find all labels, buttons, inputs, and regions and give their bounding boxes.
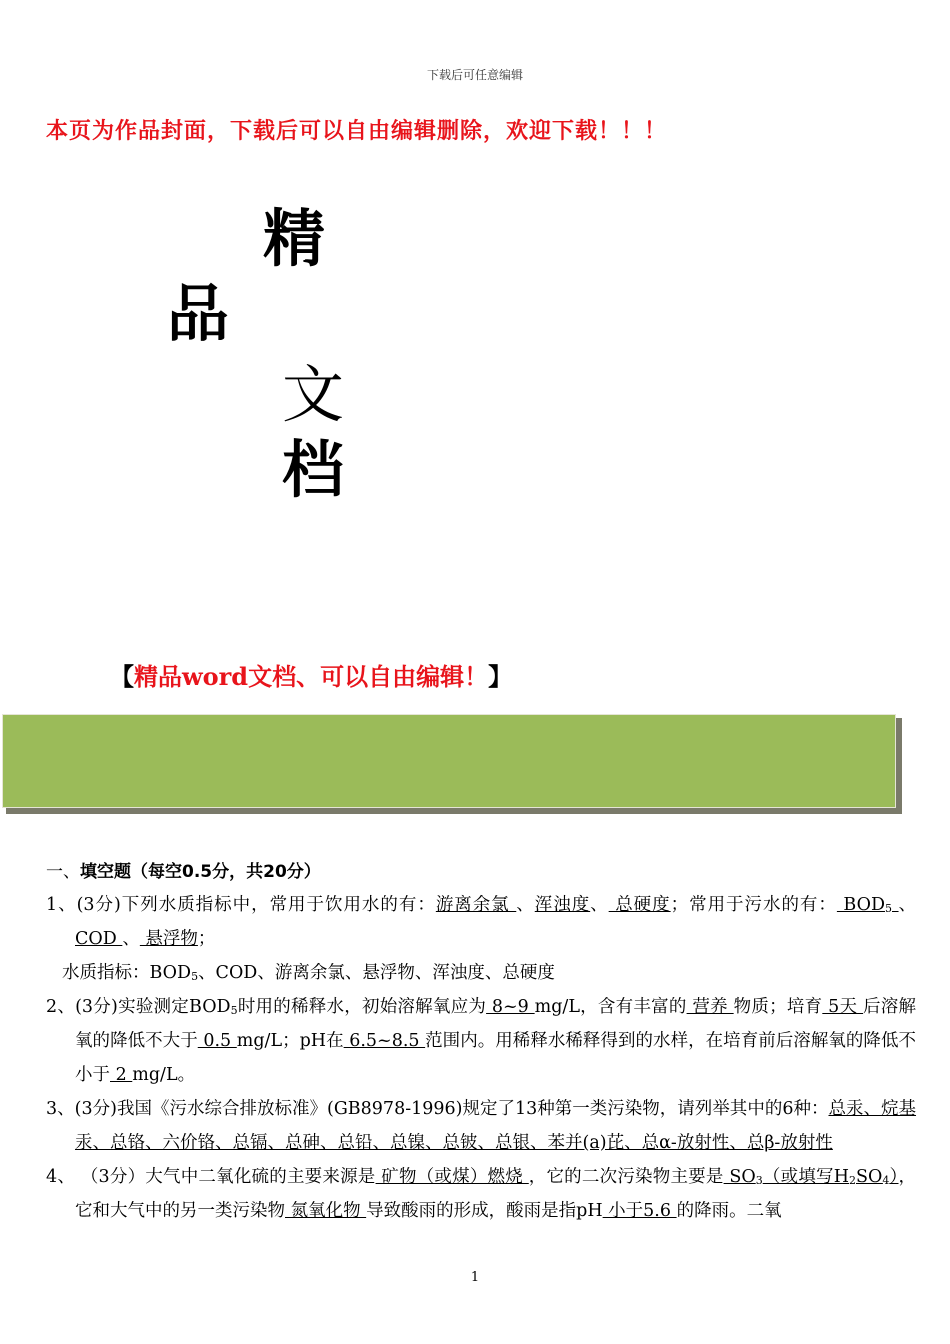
question-1 [46, 888, 916, 956]
q1-answer [837, 895, 899, 915]
green-band [2, 714, 896, 808]
big-char-jing: 精 [263, 202, 326, 275]
big-char-wen: 文 [282, 358, 345, 431]
q1-answer: COD [75, 929, 123, 949]
q2-text: 后溶解氧的降低不大于 [75, 997, 916, 1051]
question-4 [46, 1160, 916, 1228]
q4-answer: 矿物（或煤）燃烧 [375, 1167, 529, 1187]
q4-answer-sub: 2 [849, 1174, 856, 1187]
question-3 [46, 1092, 916, 1160]
q2-answer: 6.5~8.5 [343, 1031, 426, 1051]
q2-answer: 2 [110, 1065, 133, 1085]
question-2 [46, 990, 916, 1092]
q1-answer-sub: 5 [885, 902, 892, 915]
q4-answer: 氮氧化物 [285, 1201, 367, 1221]
q2-answer: 0.5 [197, 1031, 237, 1051]
q1-note-text: 水质指标：BOD [62, 963, 192, 983]
document-body [46, 858, 916, 1228]
q2-answer: 5天 [822, 997, 864, 1017]
q1-answer: 总硬度 [608, 895, 671, 915]
cover-note: 本页为作品封面，下载后可以自由编辑删除，欢迎下载！！！ [46, 119, 668, 144]
q3-text: 3、(3分)我国《污水综合排放标准》(GB8978-1996)规定了13种第一类污染物，请列举其中的6种： [46, 1099, 829, 1119]
q2-answer: 8~9 [486, 997, 535, 1017]
q3-answer: 总汞、烷基汞、总铬、六价铬、总镉、总砷、总铅、总镍、总铍、总银、苯并(a)芘、总α-放射性、总β-放射性 [75, 1099, 917, 1153]
big-char-dang: 档 [282, 433, 345, 506]
q4-answer [724, 1167, 899, 1187]
q1-sep: 、 [590, 895, 609, 915]
promo-close-bracket: 】 [488, 662, 513, 691]
q1-text: ；常用于污水的有： [670, 895, 837, 915]
q4-text: ，它的二次污染物主要是 [528, 1167, 724, 1187]
page-number: 1 [470, 1270, 480, 1285]
promo-line [110, 657, 512, 692]
q2-text: mg/L，含有丰富的 [534, 997, 687, 1017]
q4-text: 导致酸雨的形成，酸雨是指pH [366, 1201, 603, 1221]
q4-text: 4、 （3分）大气中二氧化硫的主要来源是 [46, 1167, 376, 1187]
section-prefix: 一、 [46, 862, 80, 882]
q2-sub: 5 [230, 1004, 238, 1017]
q4-answer-part: SO [856, 1167, 883, 1187]
q1-sep: 、 [898, 895, 917, 915]
q1-answer: 悬浮物 [139, 929, 198, 949]
section-title [46, 858, 916, 886]
q1-sep: 、 [122, 929, 140, 949]
q1-answer: 游离余氯 [435, 895, 517, 915]
q1-note-sub: 5 [191, 970, 199, 983]
promo-text: 精品word文档、可以自由编辑！ [134, 662, 489, 691]
q2-text: mg/L；pH在 [236, 1031, 344, 1051]
q1-answer-part: BOD [836, 895, 885, 915]
q2-text: 时用的稀释水，初始溶解氧应为 [237, 997, 487, 1017]
promo-open-bracket: 【 [110, 662, 134, 691]
q1-sep: 、 [516, 895, 535, 915]
page-header: 下载后可任意编辑 [426, 68, 523, 82]
big-char-pin: 品 [167, 277, 230, 350]
q4-answer-sub: 4 [882, 1174, 890, 1187]
question-1-note [46, 956, 916, 990]
q4-text: 的降雨。二氧 [676, 1201, 782, 1221]
q1-note-text: 、COD、游离余氯、悬浮物、浑浊度、总硬度 [198, 963, 555, 983]
q2-text: mg/L。 [132, 1065, 196, 1085]
q1-text: ； [197, 929, 216, 949]
q4-answer-part: （或填写H [762, 1167, 849, 1187]
q4-text: ，它和大气中的另一类污染物 [75, 1167, 917, 1221]
q2-text: 2、(3分)实验测定BOD [46, 997, 231, 1017]
q4-answer-sub: 3 [755, 1174, 763, 1187]
q4-answer-part: SO [723, 1167, 756, 1187]
q2-text: 物质；培育 [733, 997, 823, 1017]
q2-text: 范围内。用稀释水稀释得到的水样，在培育前后溶解氧的降低不小于 [75, 1031, 916, 1085]
section-heading: 填空题（每空0.5分，共20分） [80, 862, 321, 882]
q2-answer: 营养 [686, 997, 734, 1017]
q4-answer-part: ） [889, 1167, 899, 1187]
q1-answer: 浑浊度 [534, 895, 591, 915]
q4-answer: 小于5.6 [602, 1201, 677, 1221]
q1-text: 1、(3分)下列水质指标中，常用于饮用水的有： [46, 895, 436, 915]
